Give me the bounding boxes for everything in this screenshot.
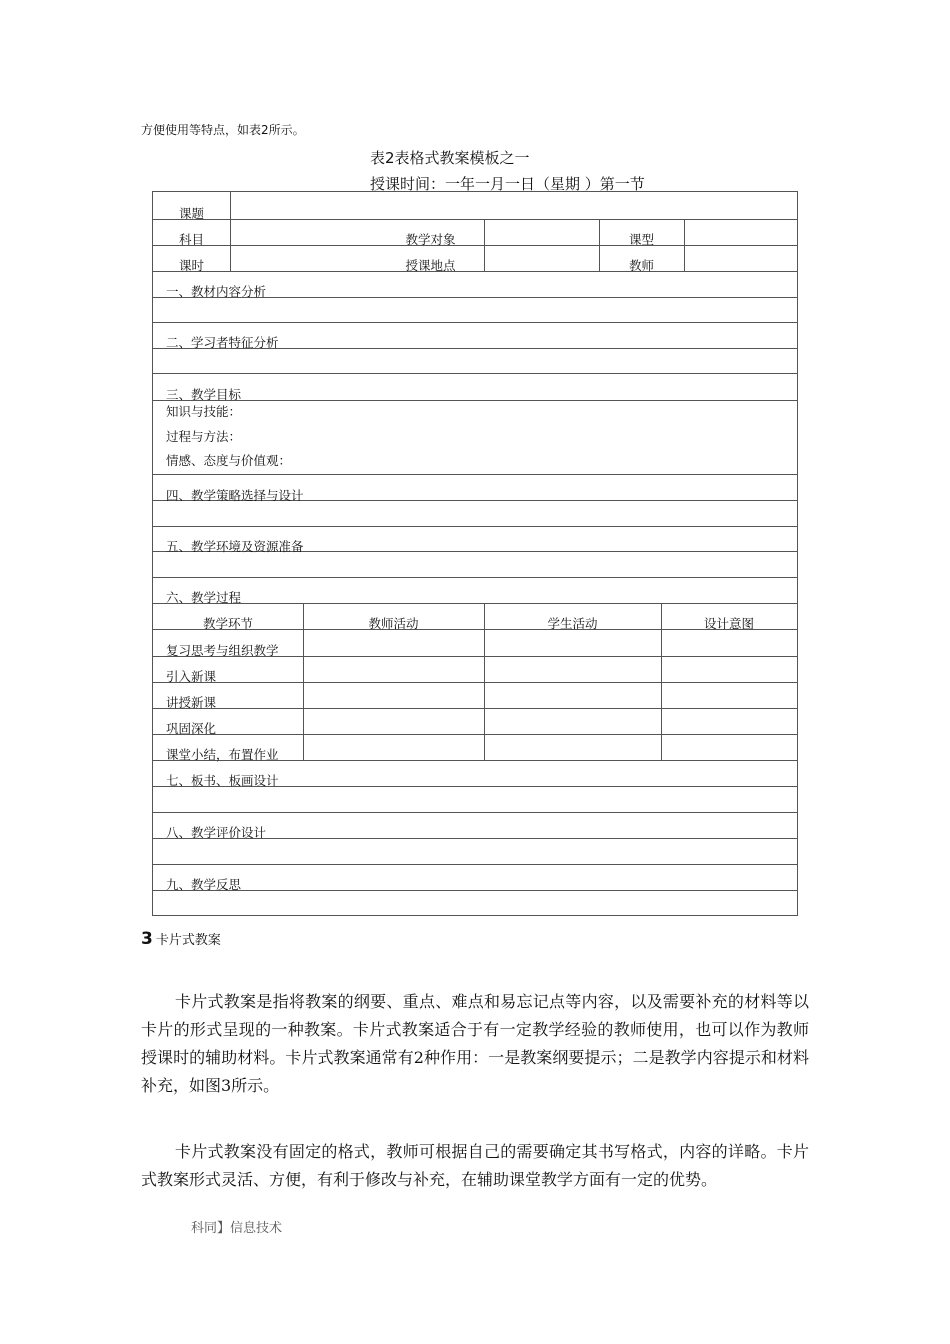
col-divider (230, 192, 231, 271)
row-divider (153, 322, 797, 323)
row-divider (153, 734, 797, 735)
row-divider (153, 400, 797, 401)
process-col-teacher: 教师活动 (368, 616, 419, 631)
section-9-title: 九、教学反思 (166, 877, 242, 892)
topic-label: 课题 (178, 206, 204, 221)
col-divider (684, 219, 685, 271)
footer-text: 科同】信息技术 (191, 1221, 283, 1236)
subject-label: 科目 (178, 232, 204, 247)
process-row-review: 复习思考与组织教学 (166, 643, 279, 658)
section-3-heading (141, 929, 221, 949)
section-5-title: 五、教学环境及资源准备 (166, 539, 304, 554)
section-4-title: 四、教学策略选择与设计 (166, 488, 304, 503)
col-divider (484, 219, 485, 271)
row-divider (153, 219, 797, 220)
lesson-plan-table (152, 191, 798, 916)
row-divider (153, 682, 797, 683)
row-divider (153, 474, 797, 475)
process-col-student: 学生活动 (547, 616, 598, 631)
process-row-intro: 引入新课 (166, 669, 217, 684)
intro-text: 方便使用等特点，如表2所示。 (141, 123, 305, 137)
body-paragraph-1: 卡片式教案是指将教案的纲要、重点、难点和易忘记点等内容，以及需要补充的材料等以卡片的形式呈现的一种教案。卡片式教案适合于有一定教学经验的教师使用，也可以作为教师授课时的辅助材料。卡片式教案通常有2种作用：一是教案纲要提示；二是教学内容提示和材料补充，如图3所示。 (141, 992, 809, 1095)
row-divider (153, 812, 797, 813)
target-label: 教学对象 (405, 232, 456, 247)
table-subcaption: 授课时间：一年一月一日（星期 ）第一节 (370, 175, 645, 193)
hours-label: 课时 (178, 258, 204, 273)
process-row-teach: 讲授新课 (166, 695, 217, 710)
row-divider (153, 708, 797, 709)
section-3-knowledge: 知识与技能： (166, 404, 242, 419)
section-8-title: 八、教学评价设计 (166, 825, 267, 840)
table-caption: 表2表格式教案模板之一 (370, 149, 530, 167)
process-col-stage: 教学环节 (202, 616, 253, 631)
section-3-emotion: 情感、态度与价值观： (166, 453, 292, 468)
section-3-title: 三、教学目标 (166, 387, 242, 402)
row-divider (153, 577, 797, 578)
row-divider (153, 603, 797, 604)
section-3-heading-title: 卡片式教案 (155, 933, 221, 948)
body-paragraph-2: 卡片式教案没有固定的格式，教师可根据自己的需要确定其书写格式，内容的详略。卡片式教案形式灵活、方便，有利于修改与补充，在辅助课堂教学方面有一定的优势。 (141, 1142, 809, 1189)
lesson-type-label: 课型 (628, 232, 654, 247)
section-7-title: 七、板书、板画设计 (166, 773, 279, 788)
section-3-number: 3 (141, 929, 153, 949)
teacher-label: 教师 (628, 258, 654, 273)
process-col-intent: 设计意图 (703, 616, 754, 631)
process-row-summary: 课堂小结，布置作业 (166, 747, 279, 762)
section-1-title: 一、教材内容分析 (166, 284, 267, 299)
row-divider (153, 890, 797, 891)
section-6-title: 六、教学过程 (166, 590, 242, 605)
row-divider (153, 526, 797, 527)
location-label: 授课地点 (405, 258, 456, 273)
row-divider (153, 373, 797, 374)
process-row-consolidate: 巩固深化 (166, 721, 217, 736)
section-2-title: 二、学习者特征分析 (166, 335, 279, 350)
row-divider (153, 864, 797, 865)
section-3-process: 过程与方法： (166, 429, 242, 444)
